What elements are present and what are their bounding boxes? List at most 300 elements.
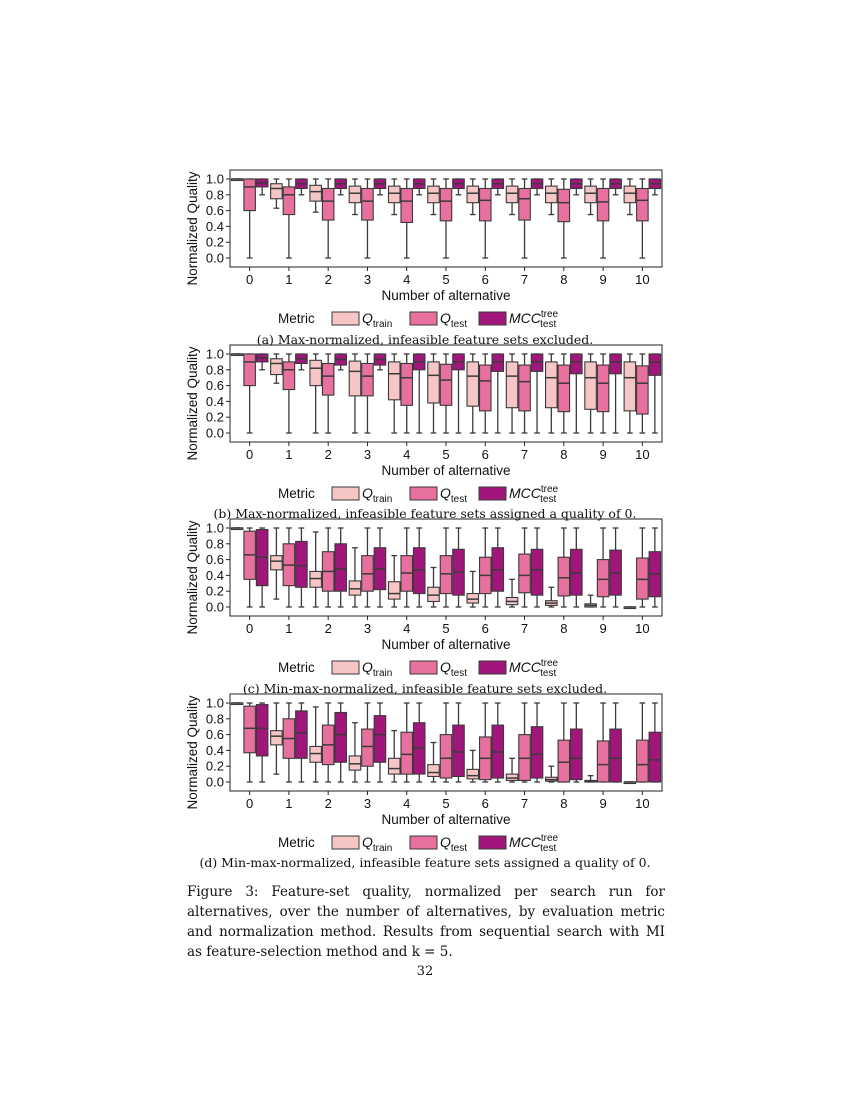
box-body — [388, 186, 400, 203]
legend-label: $Q_{train}$ — [362, 659, 393, 679]
legend — [278, 833, 559, 854]
legend-swatch-train — [332, 836, 359, 849]
box-Q_test-1 — [283, 354, 295, 433]
box-body — [610, 354, 622, 374]
box-body — [597, 188, 609, 220]
box-MCC_test_tree-10 — [649, 354, 661, 433]
box-Q_train-8 — [546, 354, 558, 433]
x-tick-label: 10 — [635, 447, 650, 462]
x-tick-label: 9 — [599, 447, 607, 462]
box-Q_test-5 — [440, 354, 452, 433]
box-Q_train-4 — [388, 731, 400, 782]
x-tick-label: 6 — [481, 621, 489, 636]
legend-swatch-test — [479, 487, 506, 500]
box-Q_train-2 — [310, 354, 322, 433]
box-Q_train-4 — [388, 179, 400, 215]
box-Q_train-3 — [349, 354, 361, 433]
box-Q_train-7 — [506, 354, 518, 433]
y-tick-label: 1.0 — [205, 520, 224, 536]
box-Q_train-10 — [624, 354, 636, 433]
box-MCC_test_tree-1 — [296, 179, 308, 195]
box-Q_test-8 — [558, 179, 570, 258]
box-Q_test-5 — [440, 703, 452, 782]
box-body — [637, 740, 649, 782]
box-Q_test-9 — [597, 528, 609, 607]
box-body — [256, 705, 268, 756]
chart-panel-c — [185, 519, 662, 679]
legend-label: $Q_{train}$ — [362, 310, 393, 330]
box-body — [401, 188, 413, 222]
legend-swatch-test — [479, 661, 506, 674]
box-Q_train-9 — [585, 354, 597, 433]
y-tick-label: 0.6 — [205, 378, 224, 394]
y-tick-label: 0.6 — [205, 203, 224, 219]
x-tick-label: 6 — [481, 447, 489, 462]
x-tick-label: 10 — [635, 796, 650, 811]
box-MCC_test_tree-9 — [610, 354, 622, 433]
box-body — [283, 362, 295, 390]
legend-swatch-test — [479, 312, 506, 325]
box-MCC_test_tree-7 — [531, 354, 543, 433]
x-tick-label: 4 — [403, 272, 411, 287]
x-tick-label: 9 — [599, 272, 607, 287]
box-Q_train-3 — [349, 548, 361, 607]
box-Q_train-4 — [388, 556, 400, 607]
chart-panel-b — [185, 345, 662, 505]
box-body — [597, 365, 609, 412]
box-MCC_test_tree-7 — [531, 179, 543, 195]
legend-swatch-train — [332, 487, 359, 500]
box-Q_test-7 — [519, 179, 531, 258]
x-tick-label: 5 — [442, 621, 450, 636]
box-Q_train-3 — [349, 179, 361, 215]
box-MCC_test_tree-1 — [296, 528, 308, 607]
x-tick-label: 7 — [520, 796, 529, 811]
box-body — [519, 188, 531, 220]
box-body — [362, 188, 374, 220]
x-tick-label: 4 — [403, 621, 411, 636]
box-MCC_test_tree-10 — [649, 179, 661, 195]
x-tick-label: 2 — [324, 272, 332, 287]
box-MCC_test_tree-2 — [335, 703, 347, 782]
x-tick-label: 3 — [363, 272, 372, 287]
y-tick-label: 0.4 — [205, 742, 224, 758]
box-body — [558, 365, 570, 412]
box-Q_train-10 — [624, 607, 636, 609]
y-tick-label: 0.8 — [205, 536, 224, 552]
box-MCC_test_tree-4 — [413, 179, 425, 195]
x-axis-label: Number of alternative — [381, 288, 511, 303]
box-Q_test-8 — [558, 703, 570, 782]
box-body — [310, 360, 322, 385]
box-MCC_test_tree-10 — [649, 703, 661, 782]
box-body — [335, 712, 347, 762]
x-tick-label: 1 — [285, 272, 293, 287]
box-MCC_test_tree-6 — [492, 179, 504, 195]
x-tick-label: 3 — [363, 621, 372, 636]
box-body — [388, 362, 400, 400]
box-Q_train-6 — [467, 179, 479, 215]
box-Q_test-7 — [519, 354, 531, 433]
y-tick-label: 1.0 — [205, 346, 224, 362]
box-Q_test-6 — [480, 354, 492, 433]
y-axis-label: Normalized Quality — [185, 520, 200, 635]
box-Q_test-5 — [440, 179, 452, 258]
box-body — [467, 186, 479, 203]
x-tick-label: 5 — [442, 796, 450, 811]
y-tick-label: 0.4 — [205, 567, 224, 583]
box-MCC_test_tree-2 — [335, 528, 347, 607]
box-Q_test-6 — [480, 528, 492, 607]
box-body — [519, 735, 531, 781]
legend-label: $MCC^{tree}$ test — [509, 309, 559, 330]
x-axis-label: Number of alternative — [381, 637, 511, 652]
box-Q_train-6 — [467, 571, 479, 607]
legend-label: $MCC^{tree}$ test — [509, 833, 559, 854]
legend-label: $Q_{train}$ — [362, 485, 393, 505]
box-body — [428, 587, 440, 601]
box-MCC_test_tree-9 — [610, 528, 622, 607]
box-body — [440, 364, 452, 405]
box-MCC_test_tree-3 — [374, 528, 386, 607]
box-MCC_test_tree-5 — [453, 703, 465, 782]
box-MCC_test_tree-9 — [610, 703, 622, 782]
box-Q_train-7 — [506, 579, 518, 607]
box-body — [413, 548, 425, 594]
box-body — [519, 365, 531, 411]
x-tick-label: 3 — [363, 447, 372, 462]
box-body — [531, 354, 543, 371]
y-tick-label: 0.0 — [205, 599, 224, 615]
box-body — [519, 554, 531, 593]
box-body — [388, 758, 400, 774]
legend-label: $Q_{test}$ — [440, 659, 468, 679]
legend-label: $MCC^{tree}$ test — [509, 658, 559, 679]
box-body — [624, 186, 636, 203]
y-tick-label: 0.4 — [205, 218, 224, 234]
box-body — [322, 188, 334, 220]
x-axis-label: Number of alternative — [381, 812, 511, 827]
box-Q_test-6 — [480, 179, 492, 258]
box-Q_test-1 — [283, 703, 295, 782]
box-Q_train-8 — [546, 179, 558, 215]
x-tick-label: 8 — [560, 796, 568, 811]
box-MCC_test_tree-8 — [571, 179, 583, 195]
x-tick-label: 7 — [520, 447, 529, 462]
box-Q_test-3 — [362, 354, 374, 433]
legend-title: Metric — [278, 311, 315, 326]
x-tick-label: 9 — [599, 621, 607, 636]
box-Q_test-4 — [401, 703, 413, 782]
box-body — [585, 362, 597, 409]
box-Q_test-9 — [597, 354, 609, 433]
box-Q_train-2 — [310, 179, 322, 212]
box-body — [531, 549, 543, 595]
page-number: 32 — [416, 964, 434, 979]
box-body — [637, 366, 649, 414]
box-Q_train-0 — [231, 703, 243, 705]
box-Q_train-8 — [546, 766, 558, 782]
box-Q_test-1 — [283, 528, 295, 607]
box-Q_test-1 — [283, 179, 295, 258]
box-body — [271, 556, 283, 570]
box-body — [506, 362, 517, 408]
box-Q_test-4 — [401, 354, 413, 433]
box-Q_train-0 — [231, 179, 243, 181]
box-Q_train-5 — [428, 354, 440, 433]
box-body — [374, 716, 386, 763]
y-tick-label: 0.8 — [205, 187, 224, 203]
figure-caption-text: Feature-set quality, normalized per search run for alternatives, over the number of alternatives, by evaluation metric and normalization method. Results from sequential search with MI as feature-selection method and k = 5. — [187, 884, 665, 960]
box-body — [610, 729, 622, 782]
box-body — [649, 354, 661, 375]
box-body — [310, 571, 322, 587]
box-MCC_test_tree-0 — [256, 528, 268, 607]
box-Q_test-6 — [480, 703, 492, 782]
box-body — [546, 362, 558, 408]
box-Q_test-10 — [637, 179, 649, 258]
box-Q_train-5 — [428, 743, 440, 783]
box-Q_test-0 — [244, 354, 256, 433]
x-tick-label: 2 — [324, 447, 332, 462]
y-tick-label: 0.8 — [205, 711, 224, 727]
y-tick-label: 0.6 — [205, 552, 224, 568]
box-Q_test-3 — [362, 703, 374, 782]
x-tick-label: 5 — [442, 272, 450, 287]
x-tick-label: 9 — [599, 796, 607, 811]
box-MCC_test_tree-3 — [374, 354, 386, 370]
box-Q_train-5 — [428, 568, 440, 608]
box-Q_test-7 — [519, 703, 531, 782]
box-MCC_test_tree-0 — [256, 354, 268, 370]
box-Q_test-0 — [244, 528, 256, 607]
box-Q_test-2 — [322, 528, 334, 607]
box-MCC_test_tree-5 — [453, 528, 465, 607]
x-tick-label: 6 — [481, 796, 489, 811]
box-Q_train-9 — [585, 179, 597, 215]
box-MCC_test_tree-10 — [649, 528, 661, 607]
box-body — [349, 756, 361, 770]
y-tick-label: 1.0 — [205, 171, 224, 187]
box-Q_train-2 — [310, 532, 322, 607]
x-tick-label: 5 — [442, 447, 450, 462]
box-body — [244, 706, 256, 753]
y-tick-label: 0.2 — [205, 583, 224, 599]
box-MCC_test_tree-4 — [413, 354, 425, 433]
box-MCC_test_tree-1 — [296, 354, 308, 370]
box-body — [349, 186, 361, 203]
box-body — [283, 187, 295, 215]
box-body — [440, 188, 452, 220]
box-Q_train-0 — [231, 354, 243, 356]
box-body — [428, 362, 440, 403]
box-body — [296, 541, 308, 587]
box-body — [401, 363, 413, 405]
box-Q_train-2 — [310, 707, 322, 782]
box-body — [271, 731, 283, 745]
x-tick-label: 2 — [324, 796, 332, 811]
box-body — [558, 740, 570, 782]
box-body — [335, 544, 347, 591]
x-tick-label: 4 — [403, 447, 411, 462]
box-Q_train-3 — [349, 723, 361, 782]
legend-label: $Q_{test}$ — [440, 485, 468, 505]
box-MCC_test_tree-8 — [571, 703, 583, 782]
legend-swatch-test — [479, 836, 506, 849]
box-body — [649, 732, 661, 782]
x-tick-label: 8 — [560, 272, 568, 287]
box-body — [388, 582, 400, 599]
box-body — [531, 727, 543, 778]
box-body — [546, 186, 558, 203]
box-body — [467, 594, 479, 603]
box-body — [244, 179, 256, 211]
y-tick-label: 0.0 — [205, 425, 224, 441]
box-body — [492, 354, 504, 371]
box-Q_train-9 — [585, 595, 597, 607]
box-Q_train-5 — [428, 179, 440, 215]
box-MCC_test_tree-0 — [256, 179, 268, 195]
box-MCC_test_tree-7 — [531, 703, 543, 782]
box-MCC_test_tree-7 — [531, 528, 543, 607]
box-body — [571, 549, 583, 595]
box-MCC_test_tree-3 — [374, 703, 386, 782]
box-Q_test-4 — [401, 179, 413, 258]
box-body — [244, 354, 256, 386]
box-MCC_test_tree-6 — [492, 354, 504, 433]
box-body — [362, 729, 374, 766]
y-tick-label: 0.6 — [205, 727, 224, 743]
x-tick-label: 1 — [285, 447, 293, 462]
y-tick-label: 0.2 — [205, 409, 224, 425]
box-MCC_test_tree-6 — [492, 703, 504, 782]
box-MCC_test_tree-1 — [296, 703, 308, 782]
y-tick-label: 0.8 — [205, 362, 224, 378]
subcaption-a: (a) Max-normalized, infeasible feature sets excluded. — [256, 332, 594, 347]
x-tick-label: 7 — [520, 272, 529, 287]
legend-swatch-train — [332, 661, 359, 674]
box-body — [349, 361, 361, 396]
box-Q_train-8 — [546, 587, 558, 607]
box-Q_train-6 — [467, 750, 479, 782]
legend-swatch-test — [410, 487, 437, 500]
box-body — [401, 732, 413, 774]
x-tick-label: 8 — [560, 621, 568, 636]
box-MCC_test_tree-8 — [571, 354, 583, 433]
legend-label: $MCC^{tree}$ test — [509, 484, 559, 505]
legend-label: $Q_{train}$ — [362, 834, 393, 854]
y-tick-label: 1.0 — [205, 695, 224, 711]
box-body — [558, 189, 570, 221]
legend-title: Metric — [278, 660, 315, 675]
box-MCC_test_tree-2 — [335, 354, 347, 370]
box-Q_test-5 — [440, 528, 452, 607]
box-Q_test-4 — [401, 528, 413, 607]
box-Q_train-10 — [624, 782, 636, 784]
box-body — [597, 560, 609, 597]
subcaption-b: (b) Max-normalized, infeasible feature sets assigned a quality of 0. — [213, 506, 637, 521]
box-Q_train-1 — [271, 179, 283, 208]
y-axis-label: Normalized Quality — [185, 346, 200, 461]
x-tick-label: 3 — [363, 796, 372, 811]
box-body — [585, 186, 597, 203]
box-body — [571, 729, 583, 780]
x-tick-label: 8 — [560, 447, 568, 462]
x-tick-label: 0 — [246, 272, 254, 287]
legend-label: $Q_{test}$ — [440, 310, 468, 330]
legend — [278, 309, 559, 330]
legend-swatch-test — [410, 836, 437, 849]
figure-caption-label: Figure 3: — [187, 884, 259, 900]
box-MCC_test_tree-6 — [492, 528, 504, 607]
box-Q_train-6 — [467, 354, 479, 433]
box-body — [271, 359, 283, 375]
box-body — [637, 558, 649, 599]
box-Q_test-0 — [244, 703, 256, 782]
box-Q_train-7 — [506, 758, 518, 782]
box-body — [271, 184, 283, 199]
box-MCC_test_tree-3 — [374, 179, 386, 195]
box-body — [597, 741, 609, 782]
box-MCC_test_tree-4 — [413, 703, 425, 782]
legend-swatch-test — [410, 661, 437, 674]
y-tick-label: 0.4 — [205, 393, 224, 409]
box-body — [428, 186, 440, 203]
box-Q_test-2 — [322, 703, 334, 782]
x-axis-label: Number of alternative — [381, 463, 511, 478]
box-MCC_test_tree-5 — [453, 354, 465, 433]
box-body — [349, 581, 361, 595]
x-tick-label: 0 — [246, 447, 254, 462]
box-Q_test-2 — [322, 179, 334, 258]
box-body — [362, 363, 374, 395]
legend-swatch-train — [332, 312, 359, 325]
box-Q_train-9 — [585, 776, 597, 782]
legend-swatch-test — [410, 312, 437, 325]
y-axis-label: Normalized Quality — [185, 695, 200, 810]
x-tick-label: 1 — [285, 796, 293, 811]
box-Q_train-1 — [271, 354, 283, 383]
y-tick-label: 0.0 — [205, 250, 224, 266]
box-body — [480, 365, 492, 411]
box-body — [480, 188, 492, 220]
box-Q_train-0 — [231, 528, 243, 530]
box-Q_test-10 — [637, 528, 649, 607]
y-tick-label: 0.2 — [205, 234, 224, 250]
box-body — [506, 186, 517, 203]
legend-label: $Q_{test}$ — [440, 834, 468, 854]
box-Q_train-1 — [271, 703, 283, 774]
box-body — [467, 769, 479, 778]
legend — [278, 658, 559, 679]
box-Q_test-3 — [362, 179, 374, 258]
box-Q_test-8 — [558, 528, 570, 607]
box-MCC_test_tree-4 — [413, 528, 425, 607]
box-body — [310, 746, 322, 762]
box-body — [624, 362, 636, 411]
x-tick-label: 1 — [285, 621, 293, 636]
x-tick-label: 10 — [635, 621, 650, 636]
box-MCC_test_tree-0 — [256, 703, 268, 782]
subcaption-c: (c) Min-max-normalized, infeasible feature sets excluded. — [242, 681, 608, 696]
box-Q_train-7 — [506, 179, 518, 215]
x-tick-label: 7 — [520, 621, 529, 636]
box-MCC_test_tree-2 — [335, 179, 347, 195]
box-body — [440, 735, 452, 778]
chart-panel-d — [185, 694, 662, 854]
box-body — [571, 354, 583, 374]
y-tick-label: 0.0 — [205, 774, 224, 790]
